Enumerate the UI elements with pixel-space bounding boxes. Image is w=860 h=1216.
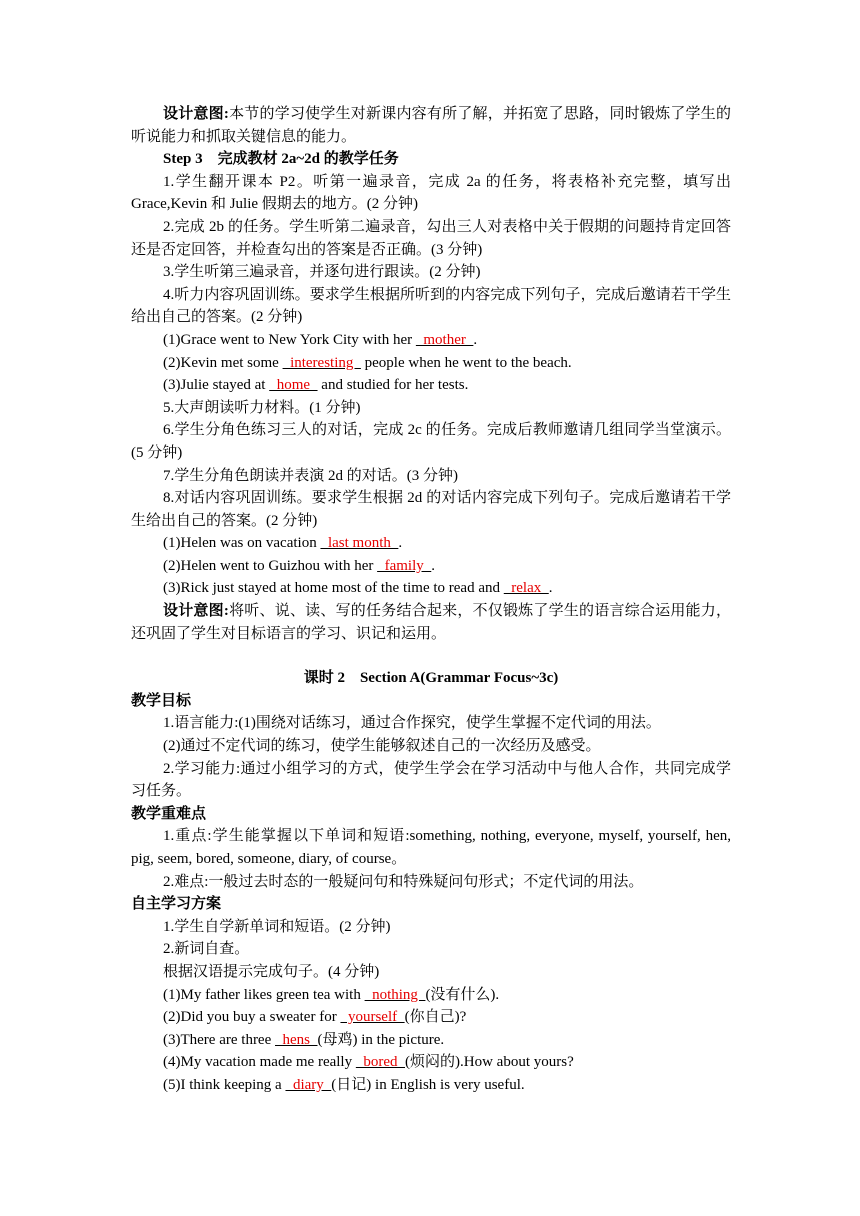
- answer-blank: hens: [275, 1031, 318, 1048]
- sentence-before: (4)My vacation made me really: [163, 1054, 356, 1071]
- sentence-before: (1)Grace went to New York City with her: [163, 331, 416, 348]
- sentence-after: (你自己)?: [404, 1009, 467, 1026]
- sentence-before: (5)I think keeping a: [163, 1076, 286, 1093]
- fill-blank-sentence: [131, 555, 731, 578]
- paragraph: 8.对话内容巩固训练。要求学生根据 2d 的对话内容完成下列句子。完成后邀请若干学生给出自己的答案。(2 分钟): [131, 490, 731, 529]
- section-heading: 教学目标: [131, 692, 192, 709]
- sentence-after: .: [548, 580, 553, 597]
- paragraph: 1.语言能力:(1)围绕对话练习，通过合作探究，使学生掌握不定代词的用法。: [163, 715, 661, 732]
- paragraph: 2.新词自查。: [163, 941, 250, 958]
- fill-blank-sentence: [131, 1029, 731, 1052]
- paragraph: 4.听力内容巩固训练。要求学生根据所听到的内容完成下列句子，完成后邀请若干学生给出自己的答案。(2 分钟): [131, 286, 731, 326]
- fill-blank-sentence: [131, 532, 731, 555]
- sentence-after: (烦闷的).How about yours?: [405, 1054, 574, 1071]
- paragraph: 6.学生分角色练习三人的对话，完成 2c 的任务。完成后教师邀请几组同学当堂演示。(5 分钟): [131, 422, 731, 461]
- sentence-before: (3)There are three: [163, 1031, 276, 1048]
- paragraph: 2.学习能力:通过小组学习的方式，使学生学会在学习活动中与他人合作，共同完成学习任务。: [131, 760, 731, 800]
- paragraph: 1.学生自学新单词和短语。(2 分钟): [163, 918, 391, 935]
- sentence-after: (母鸡) in the picture.: [317, 1031, 445, 1048]
- answer-blank: yourself: [340, 1009, 405, 1026]
- sentence-before: (2)Helen went to Guizhou with her: [163, 557, 378, 574]
- answer-blank: bored: [355, 1054, 405, 1071]
- answer-blank: home: [269, 377, 318, 394]
- design-intent-paragraph: [131, 103, 731, 148]
- answer-blank: relax: [503, 580, 549, 597]
- answer-blank: mother: [415, 331, 474, 348]
- paragraph: 7.学生分角色朗读并表演 2d 的对话。(3 分钟): [163, 467, 458, 484]
- design-intent-label: 设计意图:: [163, 603, 229, 620]
- sentence-before: (3)Rick just stayed at home most of the time to read and: [163, 580, 504, 597]
- fill-blank-sentence: [131, 374, 731, 397]
- paragraph: 1.重点:学生能掌握以下单词和短语:something, nothing, everyone, myself, yourself, hen, pig, seem, bored, someone, diary, of course。: [131, 828, 731, 867]
- fill-blank-sentence: [131, 352, 731, 375]
- sentence-after: .: [431, 557, 436, 574]
- sentence-after: .: [473, 331, 478, 348]
- paragraph: 5.大声朗读听力材料。(1 分钟): [163, 399, 361, 416]
- section-heading: 教学重难点: [131, 805, 207, 822]
- paragraph: 3.学生听第三遍录音，并逐句进行跟读。(2 分钟): [163, 264, 481, 281]
- sentence-after: people when he went to the beach.: [360, 354, 572, 371]
- lesson-title: 课时 2 Section A(Grammar Focus~3c): [303, 670, 559, 687]
- design-intent-paragraph: [131, 600, 731, 645]
- document-page: [131, 103, 731, 1097]
- section-heading: 自主学习方案: [131, 896, 222, 913]
- fill-blank-sentence: [131, 1074, 731, 1097]
- fill-blank-sentence: [131, 1051, 731, 1074]
- answer-blank: last month: [320, 535, 399, 552]
- fill-blank-sentence: [131, 1006, 731, 1029]
- spacer: [131, 645, 731, 667]
- fill-blank-sentence: [131, 329, 731, 352]
- sentence-after: and studied for her tests.: [317, 377, 469, 394]
- fill-blank-sentence: [131, 577, 731, 600]
- paragraph: 根据汉语提示完成句子。(4 分钟): [163, 963, 380, 980]
- sentence-after: (没有什么).: [425, 986, 500, 1003]
- answer-blank: diary: [285, 1076, 332, 1093]
- fill-blank-sentence: [131, 984, 731, 1007]
- sentence-before: (3)Julie stayed at: [163, 377, 270, 394]
- sentence-before: (2)Did you buy a sweater for: [163, 1009, 341, 1026]
- answer-blank: nothing: [364, 986, 426, 1003]
- sentence-before: (1)My father likes green tea with: [163, 986, 365, 1003]
- design-intent-label: 设计意图:: [163, 106, 229, 122]
- answer-blank: interesting: [282, 354, 361, 371]
- design-intent-text: 将听、说、读、写的任务结合起来，不仅锻炼了学生的语言综合运用能力，还巩固了学生对目标语言的学习、识记和运用。: [131, 603, 731, 642]
- sentence-before: (1)Helen was on vacation: [163, 535, 321, 552]
- paragraph: 2.完成 2b 的任务。学生听第二遍录音，勾出三人对表格中关于假期的问题持肯定回答还是否定回答，并检查勾出的答案是否正确。(3 分钟): [131, 218, 731, 258]
- step-heading: Step 3 完成教材 2a~2d 的教学任务: [163, 151, 399, 168]
- sentence-before: (2)Kevin met some: [163, 354, 283, 371]
- design-intent-text: 本节的学习使学生对新课内容有所了解，并拓宽了思路，同时锻炼了学生的听说能力和抓取关键信息的能力。: [131, 106, 731, 145]
- paragraph: (2)通过不定代词的练习，使学生能够叙述自己的一次经历及感受。: [163, 738, 601, 755]
- sentence-after: .: [398, 535, 403, 552]
- paragraph: 1.学生翻开课本 P2。听第一遍录音，完成 2a 的任务，将表格补充完整，填写出 Grace,Kevin 和 Julie 假期去的地方。(2 分钟): [131, 173, 731, 213]
- sentence-after: (日记) in English is very useful.: [331, 1076, 525, 1093]
- answer-blank: family: [377, 557, 432, 574]
- paragraph: 2.难点:一般过去时态的一般疑问句和特殊疑问句形式；不定代词的用法。: [163, 873, 644, 890]
